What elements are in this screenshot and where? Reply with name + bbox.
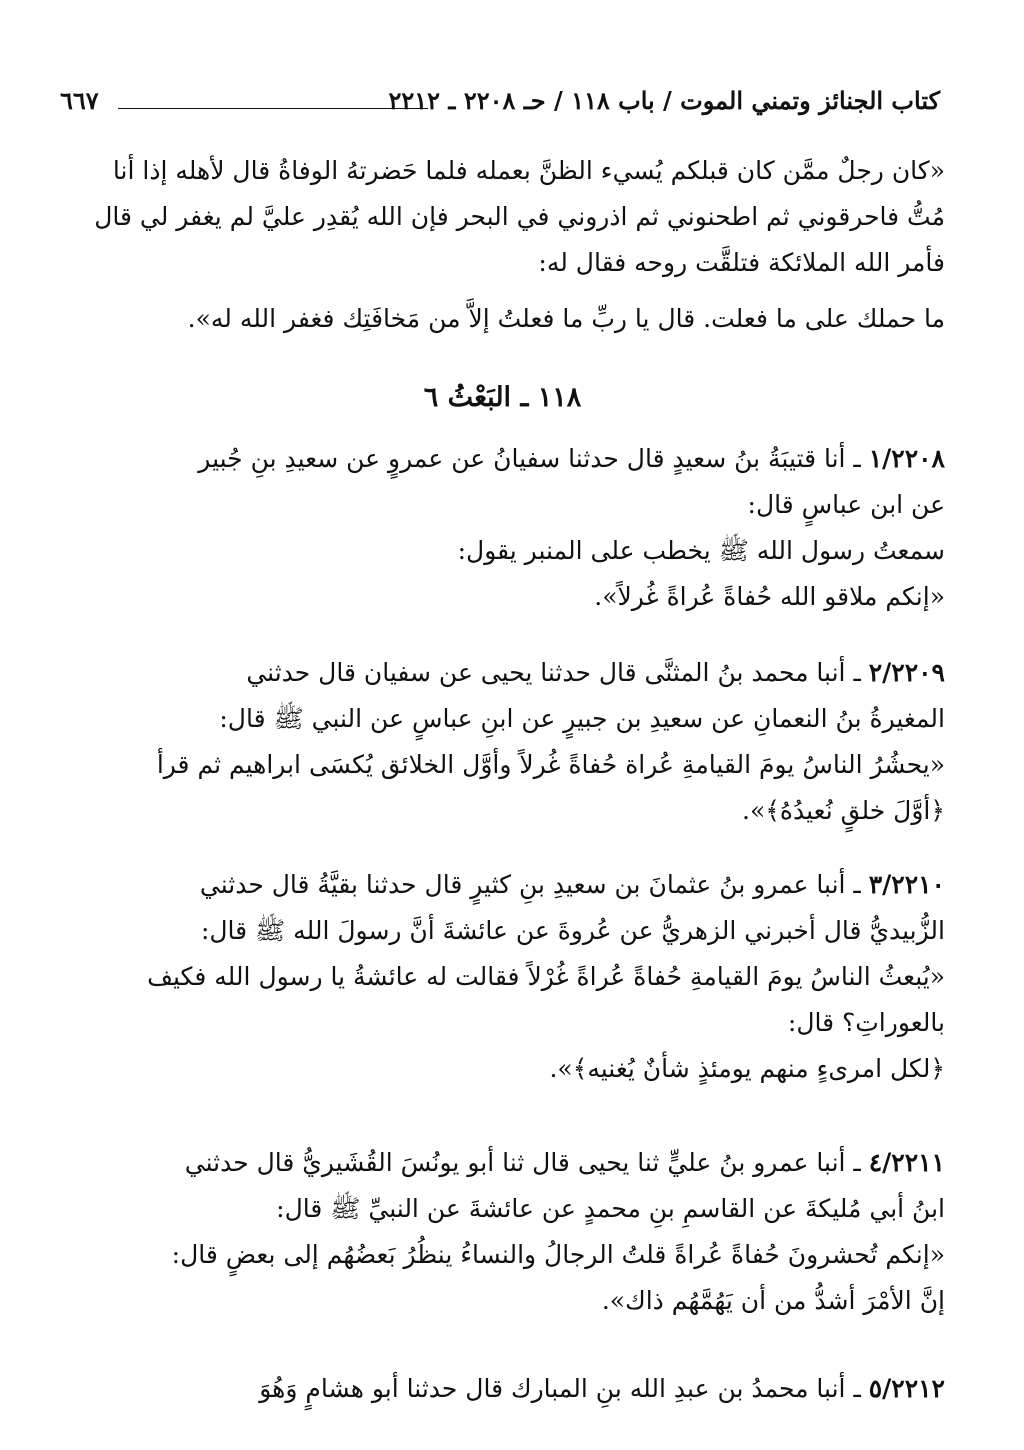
hadith-text-line: بالعوراتِ؟ قال: <box>787 1008 945 1037</box>
hadith-text-line: إنَّ الأمْرَ أشدُّ من أن يَهُمَّهُم ذاك». <box>601 1286 945 1315</box>
hadith-2212 <box>60 1366 945 1412</box>
page-number: ٦٦٧ <box>60 86 99 115</box>
header-rule <box>118 108 428 109</box>
running-head: كتاب الجنائز وتمني الموت / باب ١١٨ / حـ ٢٢٠٨ ـ ٢٢١٢ <box>388 86 940 115</box>
isnad-text: ـ أنبا محمدُ بن عبدِ الله بنِ المبارك قال حدثنا أبو هشامٍ وَهُوَ <box>259 1374 861 1403</box>
isnad-text: ـ أنبا محمد بنُ المثنَّى قال حدثنا يحيى عن سفيان قال حدثني <box>246 658 861 687</box>
hadith-2209 <box>60 650 945 834</box>
hadith-isnad-line: الزُّبيديُّ قال أخبرني الزهريُّ عن عُروةَ عن عائشةَ أنَّ رسولَ الله ﷺ قال: <box>200 916 945 945</box>
hadith-text-line: ﴿لكل امرىءٍ منهم يومئذٍ شأنٌ يُغنيه﴾». <box>549 1054 945 1083</box>
intro-line: «كان رجلٌ ممَّن كان قبلكم يُسيء الظنَّ بعمله فلما حَضرتهُ الوفاةُ قال لأهله إذا أنا <box>112 156 945 185</box>
hadith-number: ٤/٢٢١١ <box>868 1148 945 1177</box>
hadith-text-line: «إنكم تُحشرونَ حُفاةً عُراةً قلتُ الرجالُ والنساءُ ينظُرُ بَعضُهُم إلى بعضٍ قال: <box>171 1240 945 1269</box>
intro-closing-line: ما حملك على ما فعلت. قال يا ربِّ ما فعلتُ إلاَّ من مَخافَتِك فغفر الله له». <box>187 304 945 333</box>
hadith-text-line: «يحشُرُ الناسُ يومَ القيامةِ عُراة حُفاةً غُرلاً وأوَّل الخلائق يُكسَى ابراهيم ثم قرأ <box>156 750 945 779</box>
hadith-text-line: سمعتُ رسول الله ﷺ يخطب على المنبر يقول: <box>457 536 945 565</box>
hadith-number: ١/٢٢٠٨ <box>868 444 945 473</box>
page-header <box>60 86 940 126</box>
intro-line: مُتُّ فاحرقوني ثم اطحنوني ثم اذروني في البحر فإن الله يُقدِر عليَّ لم يغفر لي قال <box>94 202 945 231</box>
isnad-text: ـ أنبا عمرو بنُ عثمانَ بن سعيدِ بنِ كثيرٍ قال حدثنا بقيَّةُ قال حدثني <box>199 870 861 899</box>
hadith-isnad-line: عن ابن عباسٍ قال: <box>747 490 945 519</box>
chapter-heading: ١١٨ ـ البَعْثُ ٦ <box>423 382 582 413</box>
isnad-text: ـ أنا قتيبَةُ بنُ سعيدٍ قال حدثنا سفيانُ عن عمروٍ عن سعيدِ بنِ جُبير <box>198 444 861 473</box>
hadith-text-line: «يُبعثُ الناسُ يومَ القيامةِ حُفاةً عُراةً غُرْلاً فقالت له عائشةُ يا رسول الله فكيف <box>147 962 945 991</box>
hadith-2210 <box>60 862 945 1092</box>
hadith-2208 <box>60 436 945 620</box>
hadith-text-line: ﴿أوَّلَ خلقٍ نُعيدُهُ﴾». <box>742 796 945 825</box>
hadith-isnad-line <box>60 650 945 696</box>
isnad-text: ـ أنبا عمرو بنُ عليٍّ ثنا يحيى قال ثنا أبو يونُسَ القُشَيريُّ قال حدثني <box>184 1148 861 1177</box>
hadith-text-line: «إنكم ملاقو الله حُفاةً عُراةً غُرلاً». <box>594 582 945 611</box>
hadith-isnad-line: ابنُ أبي مُليكةَ عن القاسمِ بنِ محمدٍ عن عائشةَ عن النبيِّ ﷺ قال: <box>276 1194 945 1223</box>
hadith-isnad-line <box>60 1366 945 1412</box>
hadith-isnad-line <box>60 436 945 482</box>
hadith-isnad-line: المغيرةُ بنُ النعمانِ عن سعيدِ بن جبيرٍ عن ابنِ عباسٍ عن النبي ﷺ قال: <box>219 704 945 733</box>
hadith-2211 <box>60 1140 945 1324</box>
intro-paragraph <box>60 148 945 286</box>
hadith-isnad-line <box>60 1140 945 1186</box>
hadith-number: ٢/٢٢٠٩ <box>868 658 945 687</box>
hadith-number: ٥/٢٢١٢ <box>868 1374 945 1403</box>
hadith-isnad-line <box>60 862 945 908</box>
intro-line: فأمر الله الملائكة فتلقَّت روحه فقال له: <box>538 248 945 277</box>
intro-closing <box>60 296 945 342</box>
hadith-number: ٣/٢٢١٠ <box>868 870 945 899</box>
